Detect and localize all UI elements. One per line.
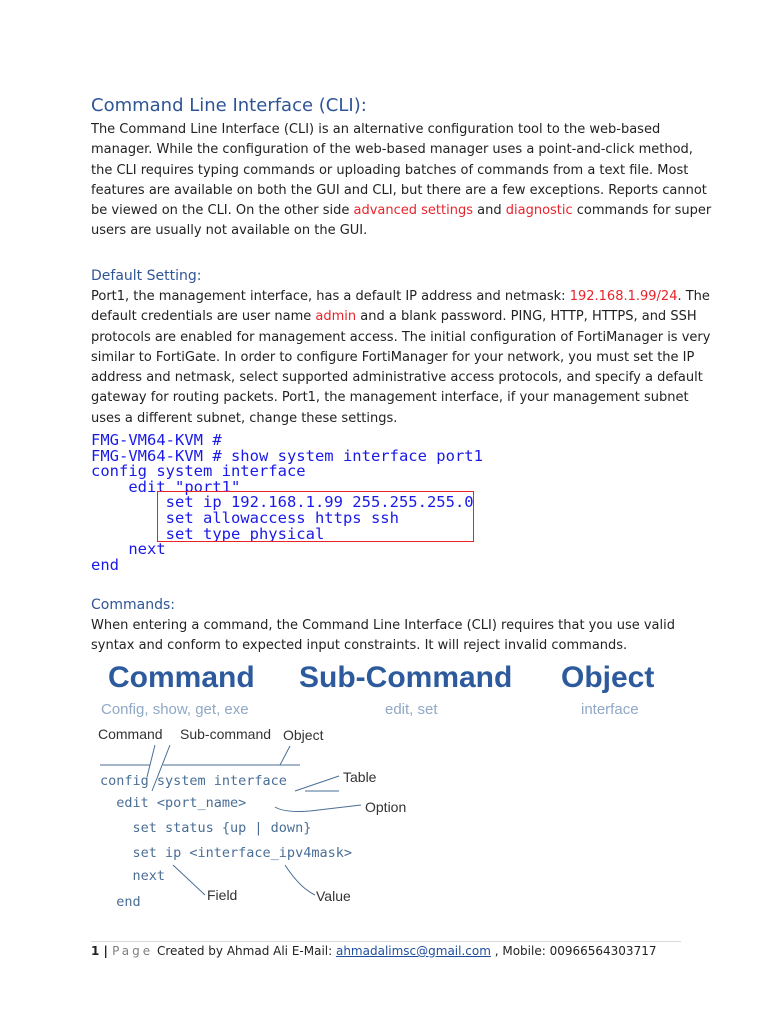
diagram-header-subcommand: Sub-Command bbox=[299, 661, 513, 694]
diagram-code-line-1: config system interface bbox=[100, 773, 287, 789]
commands-heading: Commands: bbox=[91, 597, 175, 613]
footer-separator: | bbox=[99, 944, 113, 958]
code-line: edit "port1" bbox=[91, 477, 241, 496]
diagram-header-command: Command bbox=[108, 661, 255, 694]
cli-paragraph bbox=[91, 120, 712, 242]
highlighted-term: admin bbox=[315, 309, 357, 325]
label-field: Field bbox=[207, 887, 238, 903]
default-setting-heading: Default Setting: bbox=[91, 268, 202, 284]
code-line: set type physical bbox=[91, 524, 325, 543]
paragraph-line bbox=[91, 120, 681, 140]
paragraph-line bbox=[91, 140, 693, 160]
label-table: Table bbox=[343, 769, 377, 785]
text-segment: uses a different subnet, change these settings. bbox=[91, 410, 398, 426]
highlight-box bbox=[157, 491, 474, 542]
paragraph-line bbox=[91, 616, 681, 636]
diagram-code-line-6: end bbox=[100, 894, 141, 910]
diagram-code-line-5: next bbox=[100, 868, 166, 884]
text-segment: gateway for routing packets. Port1, the management interface, if your management subnet bbox=[91, 390, 689, 406]
text-segment: protocols are enabled for management access. The initial configuration of FortiManager is very bbox=[91, 329, 711, 345]
label-value: Value bbox=[316, 888, 351, 904]
highlighted-term: advanced settings bbox=[353, 203, 474, 219]
paragraph-line bbox=[91, 161, 689, 181]
page-number: 1 bbox=[91, 944, 100, 958]
text-segment: commands for super bbox=[572, 203, 712, 219]
text-segment: When entering a command, the Command Line Interface (CLI) requires that you use valid bbox=[91, 618, 675, 633]
paragraph-line bbox=[91, 287, 710, 307]
text-segment: manager. While the configuration of the web-based manager uses a point-and-click method, bbox=[91, 142, 693, 158]
text-segment: users are usually not available on the GUI. bbox=[91, 223, 368, 239]
code-line: FMG-VM64-KVM # bbox=[91, 431, 222, 449]
footer-mobile: , Mobile: 00966564303717 bbox=[490, 944, 657, 958]
cli-heading: Command Line Interface (CLI): bbox=[91, 95, 367, 116]
paragraph-line bbox=[91, 636, 681, 656]
diagram-sub-subcommand: edit, set bbox=[385, 701, 438, 718]
label-object: Object bbox=[283, 727, 324, 743]
text-segment: and bbox=[473, 203, 506, 219]
text-segment: The Command Line Interface (CLI) is an alternative configuration tool to the web-based bbox=[91, 122, 661, 137]
text-segment: syntax and conform to expected input constraints. It will reject invalid commands. bbox=[91, 638, 628, 654]
text-segment: Port1, the management interface, has a default IP address and netmask: bbox=[91, 289, 570, 304]
paragraph-line bbox=[91, 181, 707, 201]
page-footer bbox=[91, 944, 656, 958]
diagram-code-line-3: set status {up | down} bbox=[100, 820, 312, 836]
text-segment: default credentials are user name bbox=[91, 309, 316, 325]
paragraph-line bbox=[91, 348, 695, 368]
email-link[interactable]: ahmadalimsc@gmail.com bbox=[335, 944, 491, 958]
code-line: set allowaccess https ssh bbox=[91, 508, 399, 527]
highlighted-term: diagnostic bbox=[505, 203, 573, 219]
footer-credit: Created by Ahmad Ali E-Mail: bbox=[157, 944, 336, 958]
text-segment: similar to FortiGate. In order to configure FortiManager for your network, you must set the IP bbox=[91, 349, 695, 365]
default-setting-paragraph bbox=[91, 287, 711, 429]
code-line: FMG-VM64-KVM # show system interface port1 bbox=[91, 446, 483, 465]
label-command: Command bbox=[98, 726, 163, 742]
text-segment: features are available on both the GUI and CLI, but there are a few exceptions. Reports cannot bbox=[91, 182, 707, 198]
code-line: end bbox=[91, 555, 119, 574]
code-line: set ip 192.168.1.99 255.255.255.0 bbox=[91, 493, 474, 512]
highlighted-term: 192.168.1.99/24 bbox=[569, 289, 678, 304]
label-option: Option bbox=[365, 799, 407, 815]
code-line: config system interface bbox=[91, 462, 306, 481]
text-segment: and a blank password. PING, HTTP, HTTPS, and SSH bbox=[356, 309, 697, 325]
paragraph-line bbox=[91, 409, 681, 429]
commands-paragraph bbox=[91, 616, 681, 657]
paragraph-line bbox=[91, 328, 711, 348]
diagram-code-line-4: set ip <interface_ipv4mask> bbox=[100, 845, 352, 861]
text-segment: be viewed on the CLI. On the other side bbox=[91, 203, 354, 219]
footer-divider bbox=[91, 941, 681, 942]
code-line: next bbox=[91, 540, 166, 559]
paragraph-line bbox=[91, 368, 703, 388]
label-subcommand: Sub-command bbox=[180, 726, 272, 742]
paragraph-line bbox=[91, 307, 697, 327]
paragraph-line bbox=[91, 221, 681, 241]
paragraph-line bbox=[91, 201, 712, 221]
diagram-header-object: Object bbox=[561, 661, 655, 694]
diagram-sub-command: Config, show, get, exe bbox=[101, 701, 249, 718]
paragraph-line bbox=[91, 388, 689, 408]
page-label: Page bbox=[112, 944, 154, 958]
text-segment: the CLI requires typing commands or uploading batches of commands from a text file. Most bbox=[91, 162, 689, 178]
diagram-sub-object: interface bbox=[581, 701, 639, 718]
command-syntax-diagram bbox=[95, 655, 685, 915]
diagram-code-line-2: edit <port_name> bbox=[100, 795, 247, 811]
text-segment: address and netmask, select supported administrative access protocols, and specify a default bbox=[91, 370, 703, 386]
text-segment: . The bbox=[677, 289, 710, 304]
